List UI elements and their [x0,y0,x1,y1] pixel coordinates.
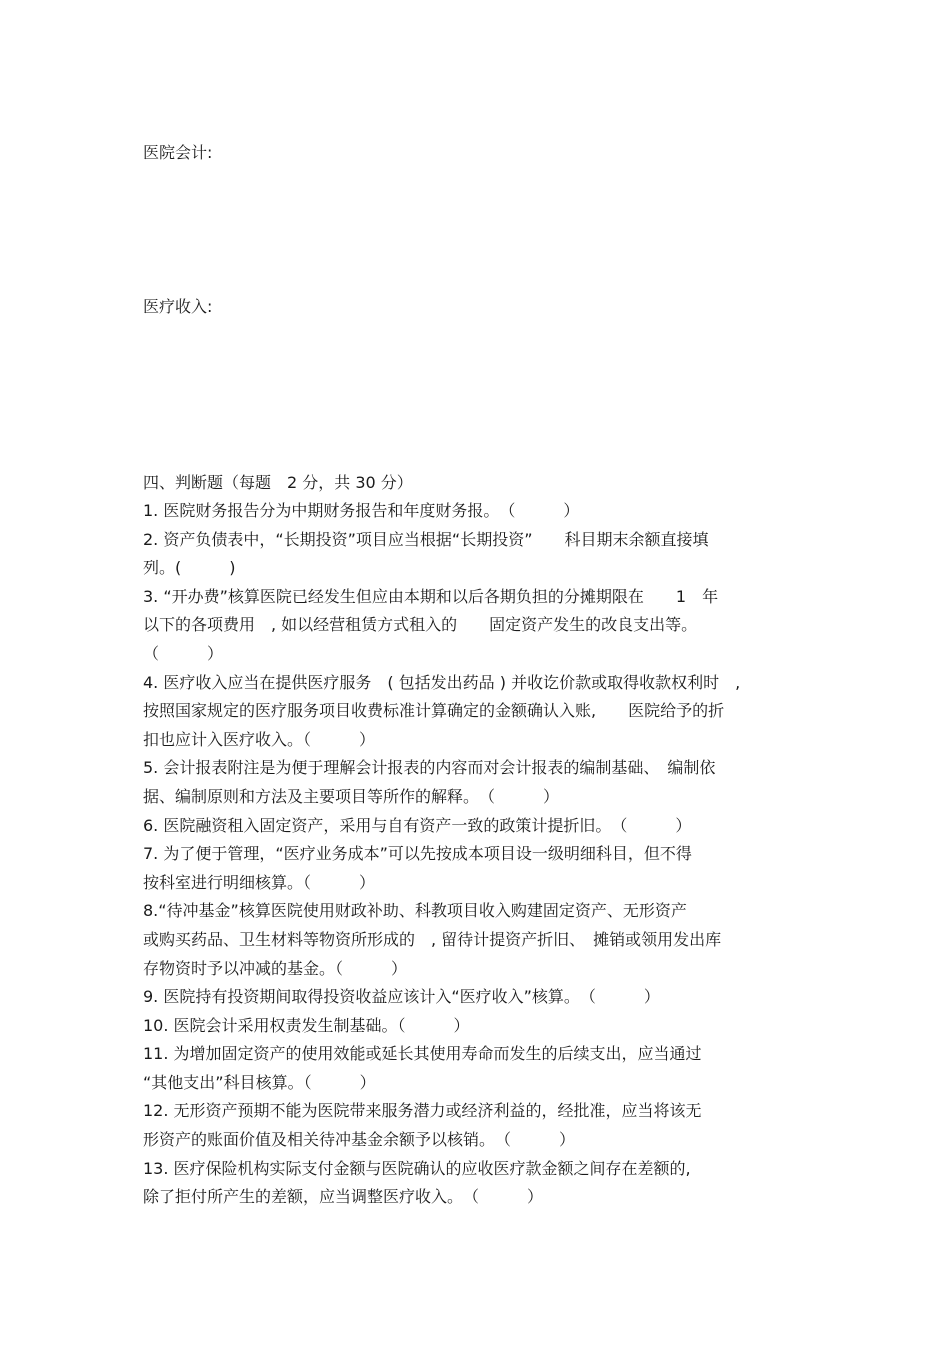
question-line: 11. 为增加固定资产的使用效能或延长其使用寿命而发生的后续支出，应当通过 [143,1044,702,1064]
term-hospital-accounting: 医院会计: [143,143,213,162]
question-line: （ ） [143,643,224,663]
question-line: “其他支出”科目核算。（ ） [143,1072,376,1092]
question-line: 8.“待冲基金”核算医院使用财政补助、科教项目收入购建固定资产、无形资产 [143,901,687,921]
question-line: 以下的各项费用 , 如以经营租赁方式租入的 固定资产发生的改良支出等。 [143,615,698,635]
question-line: 扣也应计入医疗收入。（ ） [143,729,376,749]
question-item [143,1040,813,1097]
question-item [143,526,813,583]
question-line: 7. 为了便于管理，“医疗业务成本”可以先按成本项目设一级明细科目，但不得 [143,844,692,864]
question-item [143,497,813,526]
question-line: 据、编制原则和方法及主要项目等所作的解释。 （ ） [143,786,560,806]
question-line: 2. 资产负债表中，“长期投资”项目应当根据“长期投资” 科目期末余额直接填 [143,529,709,549]
question-line: 9. 医院持有投资期间取得投资收益应该计入“医疗收入”核算。 （ ） [143,987,660,1007]
question-line: 1. 医院财务报告分为中期财务报告和年度财务报。 （ ） [143,501,580,520]
question-item [143,812,813,841]
question-item [143,840,813,897]
question-line: 12. 无形资产预期不能为医院带来服务潜力或经济利益的，经批准，应当将该无 [143,1101,702,1121]
question-line: 13. 医疗保险机构实际支付金额与医院确认的应收医疗款金额之间存在差额的, [143,1158,691,1178]
question-line: 4. 医疗收入应当在提供医疗服务 ( 包括发出药品 ) 并收讫价款或取得收款权利时 , [143,672,741,692]
question-line: 6. 医院融资租入固定资产，采用与自有资产一致的政策计提折旧。 （ ） [143,815,692,835]
question-item [143,1155,813,1212]
question-line: 按照国家规定的医疗服务项目收费标准计算确定的金额确认入账, 医院给予的折 [143,701,725,721]
question-item [143,583,813,669]
question-line: 5. 会计报表附注是为便于理解会计报表的内容而对会计报表的编制基础、 编制依 [143,758,716,778]
question-line: 存物资时予以冲减的基金。（ ） [143,958,408,978]
question-line: 除了拒付所产生的差额，应当调整医疗收入。 （ ） [143,1187,544,1207]
question-line: 3. “开办费”核算医院已经发生但应由本期和以后各期负担的分摊期限在 1 年 [143,586,719,606]
true-false-section [143,469,813,1212]
question-item [143,669,813,755]
question-line: 按科室进行明细核算。（ ） [143,872,376,892]
question-item [143,754,813,811]
question-item [143,1097,813,1154]
question-item [143,897,813,983]
question-line: 或购买药品、卫生材料等物资所形成的 , 留待计提资产折旧、 摊销或领用发出库 [143,929,722,949]
question-item [143,983,813,1012]
section-title: 四、判断题（每题 2 分，共 30 分） [143,473,413,492]
question-item [143,1012,813,1041]
term-medical-income: 医疗收入: [143,297,213,316]
question-line: 列。( ) [143,558,236,578]
question-line: 10. 医院会计采用权责发生制基础。（ ） [143,1015,470,1035]
question-list [143,497,813,1212]
question-line: 形资产的账面价值及相关待冲基金余额予以核销。 （ ） [143,1130,576,1150]
